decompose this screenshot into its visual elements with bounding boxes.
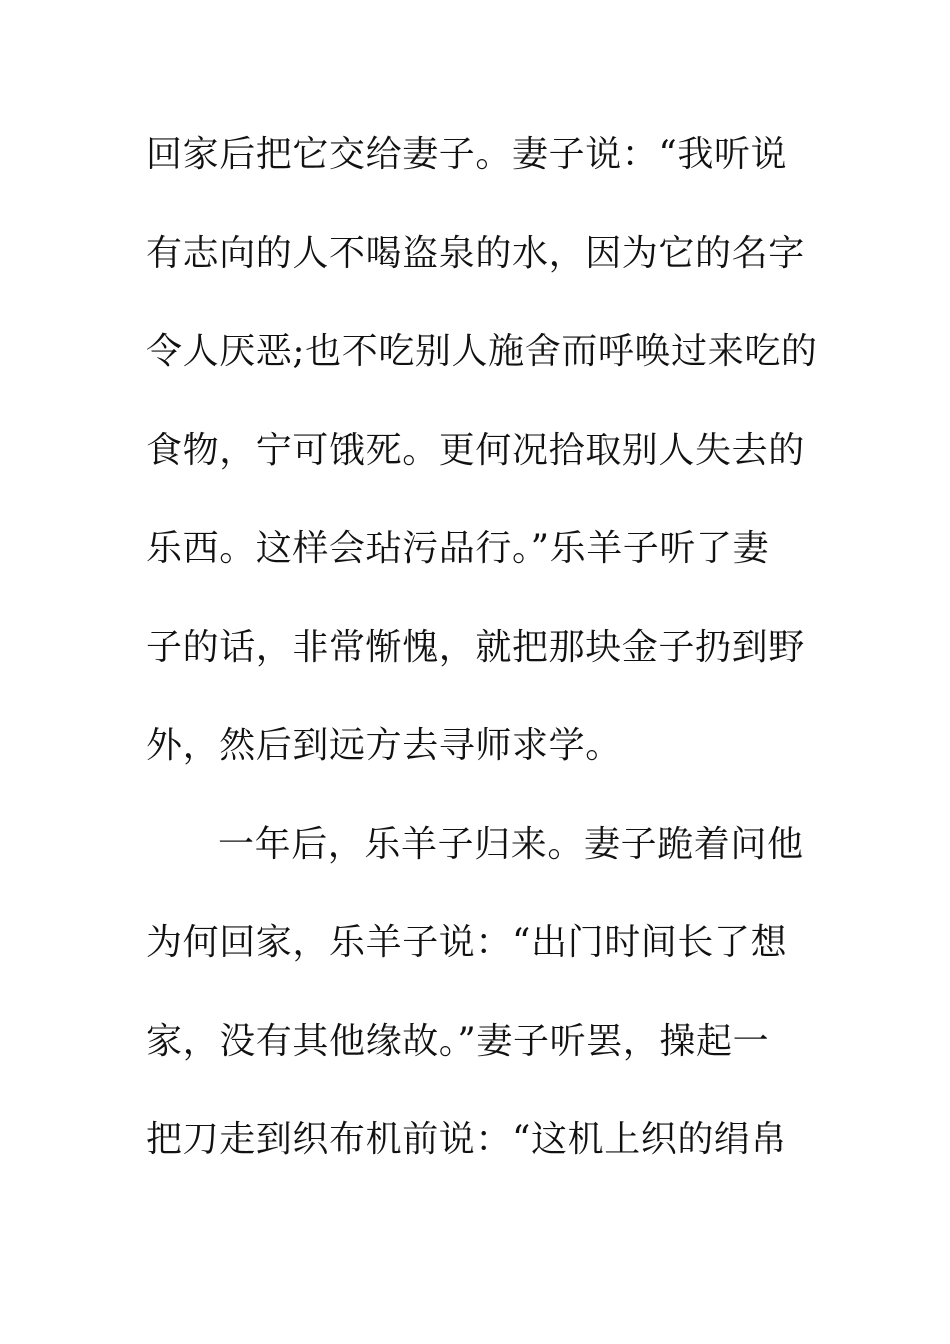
text-line-10: 家，没有其他缘故。”妻子听罢，操起一 <box>146 1020 770 1062</box>
body-text <box>146 125 816 1209</box>
text-line-4: 食物，宁可饿死。更何况拾取别人失去的 <box>146 429 805 471</box>
text-line-2: 有志向的人不喝盗泉的水，因为它的名字 <box>146 232 805 274</box>
text-line-11: 把刀走到织布机前说：“这机上织的绢帛 <box>146 1119 788 1160</box>
text-line-3: 令人厌恶;也不吃别人施舍而呼唤过来吃的 <box>146 331 818 372</box>
text-line-1: 回家后把它交给妻子。妻子说：“我听说 <box>146 134 788 175</box>
text-line-6: 子的话，非常惭愧，就把那块金子扔到野 <box>146 626 805 668</box>
text-line-8-paragraph-start: 一年后，乐羊子归来。妻子跪着问他 <box>218 823 804 865</box>
text-line-5: 乐西。这样会玷污品行。”乐羊子听了妻 <box>146 528 770 569</box>
text-line-7: 外，然后到远方去寻师求学。 <box>146 725 622 766</box>
text-line-9: 为何回家，乐羊子说：“出门时间长了想 <box>146 922 788 963</box>
